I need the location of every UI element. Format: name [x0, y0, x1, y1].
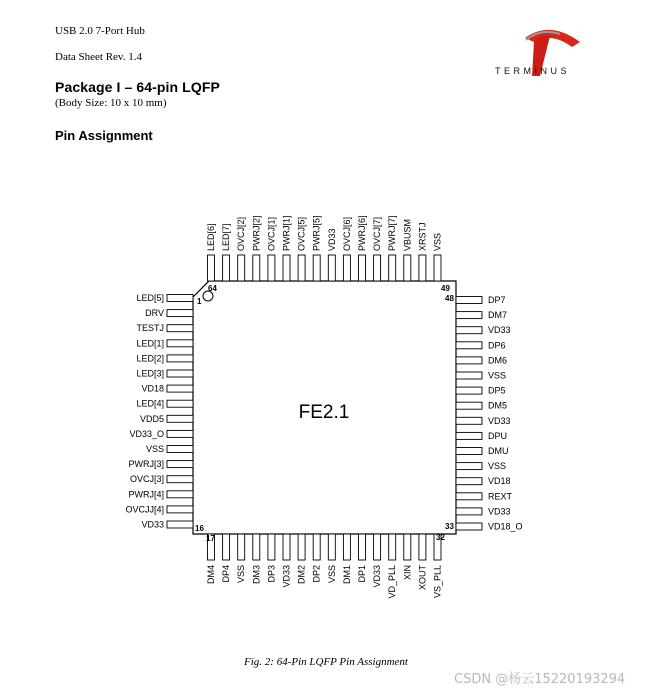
left-pin-label: VD18: [141, 383, 164, 394]
top-pin-label: OVCJ[6]: [341, 216, 352, 251]
bottom-pin: [298, 534, 305, 560]
bottom-pin-label: DM3: [251, 565, 262, 585]
left-pin-label: VDD5: [139, 413, 164, 424]
right-pin-label: DM5: [488, 400, 508, 411]
right-pin: [456, 327, 482, 334]
right-pin: [456, 478, 482, 485]
top-pin: [268, 255, 275, 281]
top-pin: [298, 255, 305, 281]
top-pin: [419, 255, 426, 281]
figure-caption: Fig. 2: 64-Pin LQFP Pin Assignment: [244, 656, 408, 668]
right-pin: [456, 372, 482, 379]
left-pin-label: VD33_O: [129, 428, 164, 439]
left-pin-label: VD33: [141, 519, 164, 530]
bottom-pin-label: DP2: [311, 565, 322, 583]
left-pin: [167, 310, 193, 317]
bottom-pin: [253, 534, 260, 560]
left-pin-label: VSS: [145, 444, 164, 454]
left-pin-label: LED[1]: [136, 338, 164, 349]
right-pin: [456, 342, 482, 349]
top-pin-label: LED[7]: [221, 223, 232, 251]
right-pin: [456, 417, 482, 424]
right-pin: [456, 432, 482, 439]
left-pin: [167, 385, 193, 392]
left-pin: [167, 295, 193, 302]
left-pin: [167, 461, 193, 468]
right-pin-label: REXT: [488, 491, 513, 502]
pin-number-16: 16: [195, 524, 204, 533]
pin-number-48: 48: [445, 294, 454, 303]
left-pin: [167, 340, 193, 347]
top-pin: [389, 255, 396, 281]
top-pin: [328, 255, 335, 281]
bottom-pin-label: VD_PLL: [387, 565, 398, 599]
right-pin-label: VD33: [488, 325, 511, 336]
watermark: CSDN @杨云15220193294: [454, 672, 626, 687]
left-pin: [167, 491, 193, 498]
pin-assignment-title: Pin Assignment: [55, 128, 153, 143]
left-pin: [167, 400, 193, 407]
bottom-pin-label: VD33: [281, 565, 292, 588]
left-pin-label: OVCJJ[4]: [125, 504, 164, 515]
top-pin-label: VBUSM: [402, 218, 413, 251]
bottom-pin-label: XIN: [402, 565, 413, 581]
bottom-pin-label: VSS: [236, 565, 247, 584]
right-pin: [456, 493, 482, 500]
left-pin: [167, 355, 193, 362]
left-pin-label: OVCJ[3]: [129, 474, 164, 485]
left-pin-label: PWRJ[3]: [128, 459, 164, 470]
right-pin: [456, 312, 482, 319]
bottom-pin-label: DP1: [357, 565, 367, 583]
pin-number-33: 33: [445, 522, 454, 531]
top-pin-label: LED[6]: [206, 223, 216, 251]
bottom-pin-label: VSS: [326, 565, 337, 584]
top-pin: [238, 255, 245, 281]
bottom-pin: [343, 534, 350, 560]
top-pin: [208, 255, 215, 281]
top-pin-label: PWRJ[6]: [357, 215, 367, 251]
pin-number-1: 1: [197, 297, 202, 306]
left-pin-label: LED[5]: [136, 293, 164, 303]
top-pin-label: XRSTJ: [417, 222, 428, 251]
bottom-pin: [374, 534, 381, 560]
left-pin-label: LED[4]: [136, 398, 164, 409]
top-pin: [359, 255, 366, 281]
top-pin-label: VSS: [432, 232, 443, 251]
right-pin-label: VSS: [488, 370, 507, 381]
chip-name: FE2.1: [298, 402, 350, 423]
header-product: USB 2.0 7-Port Hub: [55, 25, 145, 37]
bottom-pin-label: DP4: [221, 565, 232, 583]
bottom-pin-label: DM4: [206, 565, 216, 585]
bottom-pin: [404, 534, 411, 560]
top-pin: [253, 255, 260, 281]
left-pin-label: DRV: [145, 308, 164, 319]
left-pin-label: TESTJ: [136, 323, 164, 334]
left-pin: [167, 415, 193, 422]
left-pin-label: LED[2]: [136, 353, 164, 364]
top-pin: [283, 255, 290, 281]
right-pin-label: VD18: [488, 476, 511, 487]
left-pin: [167, 370, 193, 377]
right-pin-label: DM7: [488, 310, 508, 321]
bottom-pin: [328, 534, 335, 560]
right-pin-label: VD33: [488, 415, 511, 426]
bottom-pin-label: DM1: [341, 565, 352, 585]
right-pin-label: VSS: [488, 461, 507, 472]
pin-number-32: 32: [436, 533, 445, 542]
left-pin: [167, 430, 193, 437]
bottom-pin-label: DP3: [266, 565, 277, 583]
top-pin: [343, 255, 350, 281]
right-pin-label: DP6: [488, 340, 506, 351]
left-pin: [167, 521, 193, 528]
right-pin-label: DP5: [488, 385, 506, 396]
bottom-pin: [268, 534, 275, 560]
bottom-pin: [283, 534, 290, 560]
top-pin-label: PWRJ[1]: [281, 215, 292, 251]
logo-text: TERMINUS: [495, 66, 570, 76]
bottom-pin: [223, 534, 230, 560]
left-pin: [167, 476, 193, 483]
right-pin: [456, 508, 482, 515]
left-pin: [167, 325, 193, 332]
left-pin-label: PWRJ[4]: [128, 489, 164, 500]
bottom-pin-label: XOUT: [417, 565, 428, 591]
bottom-pin: [238, 534, 245, 560]
right-pin: [456, 523, 482, 530]
pin-number-49: 49: [441, 284, 450, 293]
right-pin-label: VD33: [488, 506, 511, 517]
bottom-pin-label: VD33: [372, 565, 383, 588]
top-pin: [434, 255, 441, 281]
right-pin-label: VD18_O: [488, 521, 523, 532]
top-pin-label: OVCJ[2]: [236, 216, 247, 251]
package-title: Package I – 64-pin LQFP: [55, 79, 220, 95]
right-pin: [456, 402, 482, 409]
top-pin-label: PWRJ[5]: [311, 215, 322, 251]
top-pin: [313, 255, 320, 281]
right-pin: [456, 463, 482, 470]
left-pin: [167, 506, 193, 513]
bottom-pin-label: VS_PLL: [432, 565, 443, 599]
right-pin-label: DM6: [488, 355, 508, 366]
top-pin-label: VD33: [326, 228, 337, 251]
right-pin: [456, 297, 482, 304]
pin-number-17: 17: [206, 534, 215, 543]
top-pin: [223, 255, 230, 281]
bottom-pin: [313, 534, 320, 560]
top-pin-label: OVCJ[5]: [296, 216, 307, 251]
top-pin-label: PWRJ[7]: [387, 215, 398, 251]
top-pin-label: PWRJ[2]: [251, 215, 262, 251]
top-pin-label: OVCJ[7]: [372, 216, 383, 251]
bottom-pin: [359, 534, 366, 560]
right-pin: [456, 387, 482, 394]
right-pin-label: DMU: [488, 446, 509, 456]
right-pin: [456, 357, 482, 364]
right-pin: [456, 448, 482, 455]
top-pin: [374, 255, 381, 281]
right-pin-label: DPU: [488, 430, 508, 441]
right-pin-label: DP7: [488, 295, 506, 305]
left-pin-label: LED[3]: [136, 368, 164, 379]
header-revision: Data Sheet Rev. 1.4: [55, 51, 142, 63]
top-pin-label: OVCJ[1]: [266, 216, 277, 251]
left-pin: [167, 446, 193, 453]
pin-number-64: 64: [208, 284, 217, 293]
bottom-pin: [419, 534, 426, 560]
top-pin: [404, 255, 411, 281]
bottom-pin: [389, 534, 396, 560]
body-size: (Body Size: 10 x 10 mm): [55, 97, 167, 109]
bottom-pin-label: DM2: [296, 565, 307, 585]
